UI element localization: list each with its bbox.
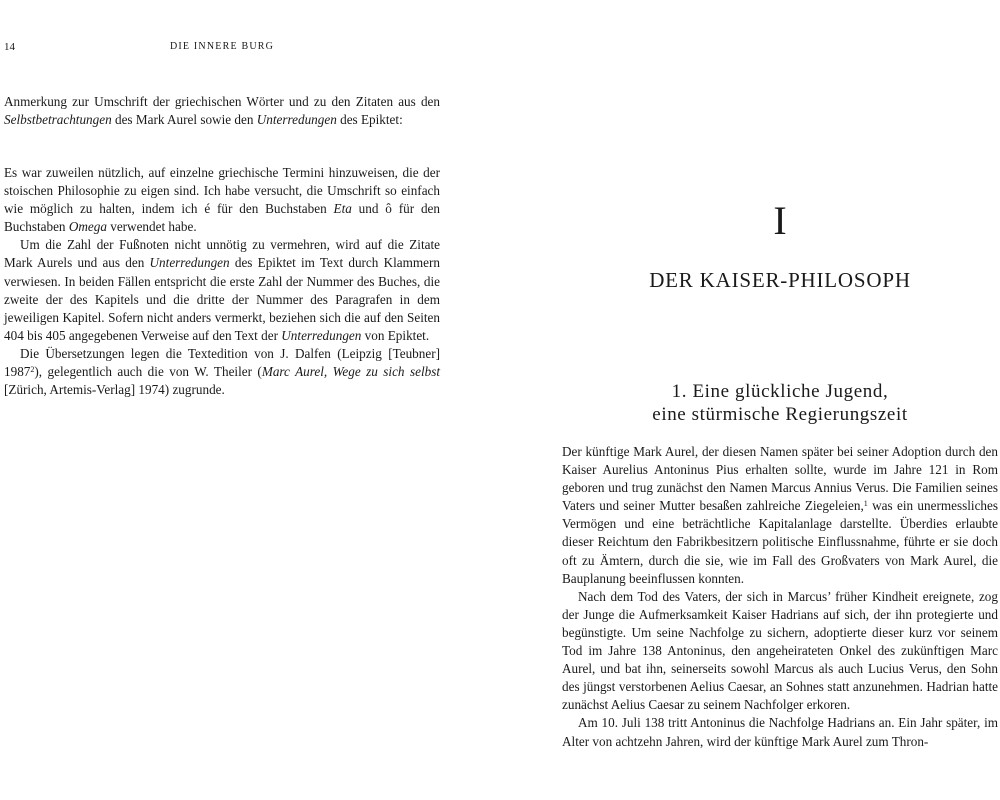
transliteration-note-body: [4, 164, 440, 399]
chapter-body: [562, 443, 998, 751]
footnote-marker: 1: [863, 499, 868, 509]
section-title-line: eine stürmische Regierungszeit: [652, 404, 908, 425]
note-paragraph: Um die Zahl der Fußnoten nicht unnötig zu vermehren, wird auf die Zitate Mark Aurels und aus den Unterredungen des Epiktet im Text durch Klammern verwiesen. In beiden Fällen entspricht die erste Zahl der Nummer des Buches, die zweite der des Kapitels und die dritte der Nummer des Paragrafen in dem jeweiligen Kapitel. Sofern nicht anders vermerkt, beziehen sich die auf den Seiten 404 bis 405 angegebenen Verweise auf den Text der Unterredungen von Epiktet.: [4, 237, 440, 343]
chapter-number: I: [773, 198, 787, 243]
left-page: [0, 0, 470, 800]
chapter-title: DER KAISER-PHILOSOPH: [649, 268, 911, 292]
right-page: [560, 0, 1000, 800]
body-paragraph: Der künftige Mark Aurel, der diesen Namen später bei seiner Adoption durch den Kaiser Aurelius Antoninus Pius erhalten sollte, wurde im Jahre 121 in Rom geboren und trug zunächst den Namen Marcus Annius Verus. Die Familien seines Vaters und seiner Mutter besaßen zahlreiche Ziegeleien,$^1$ was ein unermessliches Vermögen und eine beträchtliche Kapitalanlage darstellte. Überdies erlaubte dieser Reichtum den Fabrikbesitzern politische Einflussnahme, führte er sie doch oft zu Ämtern, durch die sie, wie im Fall des Großvaters von Mark Aurel, die Bauplanung beeinflussen konnten.: [562, 444, 998, 586]
running-header: [4, 41, 440, 55]
running-head-title: DIE INNERE BURG: [169, 41, 275, 52]
page-number: 14: [4, 41, 15, 53]
section-title: [560, 380, 1000, 426]
transliteration-note-heading: Anmerkung zur Umschrift der griechischen Wörter und zu den Zitaten aus den Selbstbetrachtungen des Mark Aurel sowie den Unterredungen des Epiktet:: [4, 94, 440, 127]
note-paragraph: Die Übersetzungen legen die Textedition von J. Dalfen (Leipzig [Teubner] 1987$^2$), gelegentlich auch die von W. Theiler (Marc Aurel, Wege zu sich selbst [Zürich, Artemis-Verlag] 1974) zugrunde.: [4, 345, 440, 398]
section-title-line: 1. Eine glückliche Jugend,: [671, 381, 889, 402]
note-paragraph: Es war zuweilen nützlich, auf einzelne griechische Termini hinzuweisen, die der stoischen Philosophie zu eigen sind. Ich habe versucht, die Umschrift so einfach wie möglich zu halten, indem ich é für den Buchstaben Eta und ô für den Buchstaben Omega verwendet habe.: [4, 165, 440, 235]
body-paragraph: Am 10. Juli 138 tritt Antoninus die Nachfolge Hadrians an. Ein Jahr später, im Alter von achtzehn Jahren, wird der künftige Mark Aurel zum Thron-: [562, 715, 998, 749]
body-paragraph: Nach dem Tod des Vaters, der sich in Marcus’ früher Kindheit ereignete, zog der Junge die Aufmerksamkeit Kaiser Hadrians auf sich, der ihn protegierte und begünstigte. Um seine Nachfolge zu sichern, adoptierte dieser kurz vor seinem Tod im Jahre 138 Antoninus, den angeheirateten Onkel des zukünftigen Marc Aurel, und bat ihn, seinerseits sowohl Marcus als auch Lucius Verus, den Sohn des jüngst verstorbenen Aelius Caesar, an Sohnes statt anzunehmen. Hadrian hatte zunächst Aelius Caesar zu seinem Nachfolger erkoren.: [562, 588, 998, 713]
